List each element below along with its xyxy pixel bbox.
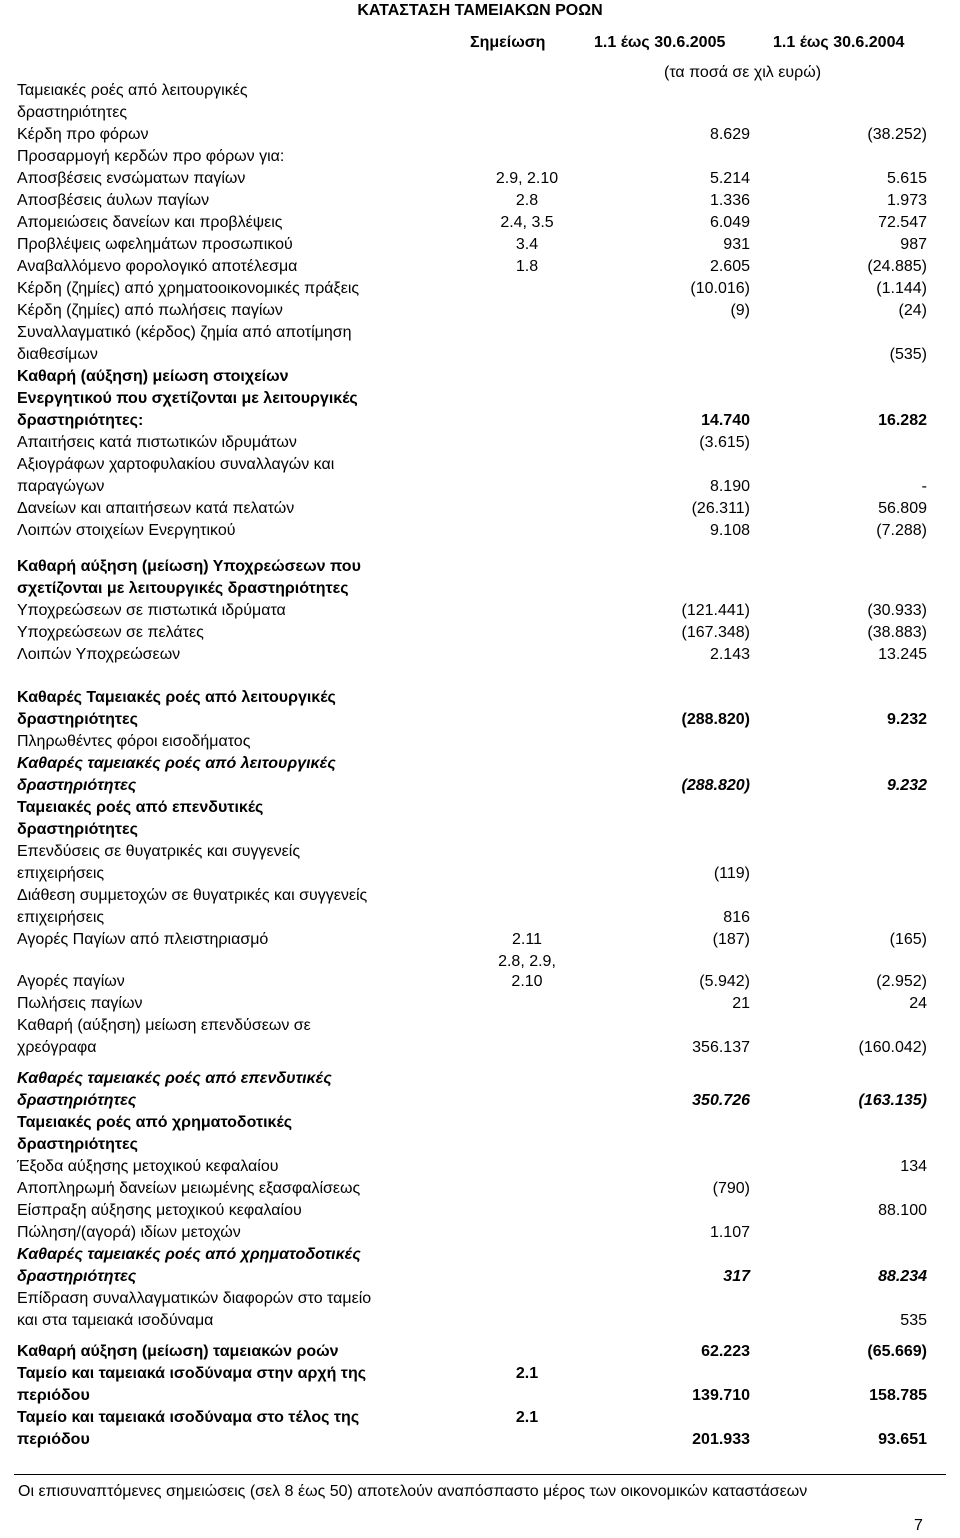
table-row [0, 797, 960, 819]
row-value-2005: 6.049 [709, 214, 750, 231]
row-label: Αναβαλλόμενο φορολογικό αποτέλεσμα [17, 258, 298, 275]
table-row [0, 753, 960, 775]
table-row [0, 709, 960, 731]
row-label: Αποπληρωμή δανείων μειωμένης εξασφαλίσεως [17, 1180, 361, 1197]
table-row [0, 731, 960, 753]
row-value-2004: 9.232 [886, 777, 927, 794]
table-row [0, 102, 960, 124]
row-value-2004: (535) [889, 346, 927, 363]
table-row [0, 168, 960, 190]
table-row [0, 1288, 960, 1310]
footer-divider [14, 1474, 946, 1475]
table-row [0, 907, 960, 929]
row-value-2004: 158.785 [869, 1387, 927, 1404]
table-row [0, 1385, 960, 1407]
row-label: Συναλλαγματικό (κέρδος) ζημία από αποτίμηση [17, 324, 352, 341]
table-row [0, 1112, 960, 1134]
table-row [0, 1068, 960, 1090]
row-value-2005: (9) [730, 302, 750, 319]
row-value-2005: 21 [732, 995, 750, 1012]
table-row [0, 578, 960, 600]
row-value-2004: (30.933) [867, 602, 927, 619]
table-row [0, 885, 960, 907]
row-label: χρεόγραφα [17, 1039, 97, 1056]
row-note: 2.1 [515, 1365, 539, 1382]
row-label: Κέρδη (ζημίες) από χρηματοοικονομικές πράξεις [17, 280, 360, 297]
row-value-2005: 62.223 [701, 1343, 750, 1360]
row-note: 2.8, 2.9, [498, 953, 556, 970]
row-value-2005: 350.726 [692, 1092, 750, 1109]
row-note: 2.9, 2.10 [495, 170, 559, 187]
row-value-2004: 1.973 [886, 192, 927, 209]
row-label: Καθαρές Ταμειακές ροές από λειτουργικές [17, 689, 336, 706]
row-value-2005: 139.710 [692, 1387, 750, 1404]
row-label: Καθαρή αύξηση (μείωση) ταμειακών ροών [17, 1343, 339, 1360]
table-row [0, 146, 960, 168]
row-value-2005: (3.615) [699, 434, 750, 451]
row-label: Καθαρή (αύξηση) μείωση στοιχείων [17, 368, 289, 385]
row-note: 3.4 [515, 236, 539, 253]
table-row [0, 476, 960, 498]
row-label: Υποχρεώσεων σε πελάτες [17, 624, 204, 641]
row-value-2004: (38.252) [867, 126, 927, 143]
row-label: δραστηριότητες [17, 1136, 138, 1153]
table-row [0, 278, 960, 300]
row-value-2005: (167.348) [681, 624, 750, 641]
currency-unit-note: (τα ποσά σε χιλ ευρώ) [664, 64, 822, 81]
table-row [0, 366, 960, 388]
row-label: Δανείων και απαιτήσεων κατά πελατών [17, 500, 295, 517]
row-label: Καθαρή αύξηση (μείωση) Υποχρεώσεων που [17, 558, 361, 575]
table-row [0, 410, 960, 432]
row-label: Πώληση/(αγορά) ιδίων μετοχών [17, 1224, 241, 1241]
row-value-2004: (1.144) [876, 280, 927, 297]
row-label: Λοιπών Υποχρεώσεων [17, 646, 181, 663]
table-row [0, 322, 960, 344]
table-row [0, 1363, 960, 1385]
table-row [0, 819, 960, 841]
table-row [0, 556, 960, 578]
row-label: Υποχρεώσεων σε πιστωτικά ιδρύματα [17, 602, 286, 619]
table-row [0, 863, 960, 885]
row-label: Προσαρμογή κερδών προ φόρων για: [17, 148, 285, 165]
row-value-2005: 201.933 [692, 1431, 750, 1448]
table-row [0, 432, 960, 454]
row-value-2004: 16.282 [878, 412, 927, 429]
table-row [0, 1015, 960, 1037]
row-label: δραστηριότητες [17, 104, 128, 121]
row-label: Αξιογράφων χαρτοφυλακίου συναλλαγών και [17, 456, 335, 473]
row-value-2005: 8.190 [709, 478, 750, 495]
row-label: Αποσβέσεις ενσώματων παγίων [17, 170, 246, 187]
table-row [0, 600, 960, 622]
row-value-2005: 5.214 [709, 170, 750, 187]
row-label: Πληρωθέντες φόροι εισοδήματος [17, 733, 251, 750]
row-label: Ταμείο και ταμειακά ισοδύναμα στο τέλος της [17, 1409, 360, 1426]
table-row [0, 1178, 960, 1200]
table-row [0, 1310, 960, 1332]
row-label: περιόδου [17, 1387, 90, 1404]
table-row [0, 951, 960, 973]
row-value-2005: 356.137 [692, 1039, 750, 1056]
row-label: Ενεργητικού που σχετίζονται με λειτουργικές [17, 390, 358, 407]
table-row [0, 1407, 960, 1429]
row-value-2005: 1.336 [709, 192, 750, 209]
row-note: 2.10 [511, 973, 543, 990]
table-row [0, 644, 960, 666]
table-row [0, 190, 960, 212]
row-value-2004: 9.232 [886, 711, 927, 728]
row-label: Ταμειακές ροές από χρηματοδοτικές [17, 1114, 293, 1131]
table-row [0, 841, 960, 863]
row-value-2004: - [921, 478, 927, 495]
row-label: Καθαρές ταμειακές ροές από επενδυτικές [17, 1070, 332, 1087]
row-label: σχετίζονται με λειτουργικές δραστηριότητες [17, 580, 349, 597]
row-note: 2.8 [515, 192, 539, 209]
row-value-2005: (187) [712, 931, 750, 948]
row-label: Ταμειακές ροές από λειτουργικές [17, 82, 248, 99]
table-row [0, 520, 960, 542]
row-label: δραστηριότητες [17, 1092, 137, 1109]
row-value-2005: (5.942) [699, 973, 750, 990]
row-value-2004: 134 [900, 1158, 927, 1175]
row-value-2005: (119) [713, 865, 750, 882]
row-label: Είσπραξη αύξησης μετοχικού κεφαλαίου [17, 1202, 302, 1219]
row-value-2004: 13.245 [878, 646, 927, 663]
row-label: Αγορές Παγίων από πλειστηριασμό [17, 931, 269, 948]
row-label: Επενδύσεις σε θυγατρικές και συγγενείς [17, 843, 301, 860]
row-value-2005: 317 [723, 1268, 750, 1285]
row-label: Κέρδη προ φόρων [17, 126, 149, 143]
table-row [0, 1429, 960, 1451]
table-row [0, 124, 960, 146]
row-value-2005: 931 [723, 236, 750, 253]
row-value-2005: 1.107 [709, 1224, 750, 1241]
table-row [0, 993, 960, 1015]
row-label: Ταμείο και ταμειακά ισοδύναμα στην αρχή της [17, 1365, 367, 1382]
table-row [0, 1266, 960, 1288]
row-label: Επίδραση συναλλαγματικών διαφορών στο ταμείο [17, 1290, 372, 1307]
table-row [0, 454, 960, 476]
row-value-2004: 5.615 [886, 170, 927, 187]
row-value-2004: (24) [898, 302, 927, 319]
row-label: Απομειώσεις δανείων και προβλέψεις [17, 214, 283, 231]
row-value-2004: 535 [900, 1312, 927, 1329]
row-label: Καθαρή (αύξηση) μείωση επενδύσεων σε [17, 1017, 311, 1034]
row-label: δραστηριότητες [17, 821, 138, 838]
row-note: 1.8 [515, 258, 539, 275]
row-value-2004: 72.547 [878, 214, 927, 231]
row-label: Απαιτήσεις κατά πιστωτικών ιδρυμάτων [17, 434, 297, 451]
row-label: επιχειρήσεις [17, 865, 105, 882]
table-row [0, 971, 960, 993]
row-value-2005: (121.441) [681, 602, 750, 619]
row-note: 2.11 [512, 931, 542, 948]
table-row [0, 1341, 960, 1363]
table-row [0, 1200, 960, 1222]
row-value-2004: (24.885) [867, 258, 927, 275]
row-value-2004: 88.100 [878, 1202, 927, 1219]
row-value-2004: 56.809 [878, 500, 927, 517]
row-value-2004: (7.288) [876, 522, 927, 539]
row-label: Λοιπών στοιχείων Ενεργητικού [17, 522, 236, 539]
row-value-2005: (288.820) [681, 711, 750, 728]
row-value-2005: 816 [723, 909, 750, 926]
table-row [0, 212, 960, 234]
row-value-2005: 14.740 [701, 412, 750, 429]
row-label: διαθεσίμων [17, 346, 98, 363]
row-value-2004: (38.883) [867, 624, 927, 641]
row-value-2004: 88.234 [878, 1268, 927, 1285]
document-title: ΚΑΤΑΣΤΑΣΗ ΤΑΜΕΙΑΚΩΝ ΡΟΩΝ [357, 2, 603, 19]
row-value-2005: 2.605 [709, 258, 750, 275]
table-row [0, 256, 960, 278]
table-row [0, 1134, 960, 1156]
row-label: παραγώγων [17, 478, 105, 495]
table-row [0, 622, 960, 644]
row-label: δραστηριότητες: [17, 412, 144, 429]
table-row [0, 1244, 960, 1266]
table-row [0, 388, 960, 410]
row-label: επιχειρήσεις [17, 909, 105, 926]
footnote: Οι επισυναπτόμενες σημειώσεις (σελ 8 έως 50) αποτελούν αναπόσπαστο μέρος των οικονομικών καταστάσεων [18, 1483, 808, 1500]
table-row [0, 775, 960, 797]
row-value-2004: 987 [900, 236, 927, 253]
row-note: 2.4, 3.5 [500, 214, 554, 231]
row-label: περιόδου [17, 1431, 90, 1448]
row-label: Κέρδη (ζημίες) από πωλήσεις παγίων [17, 302, 283, 319]
table-row [0, 1156, 960, 1178]
row-label: Διάθεση συμμετοχών σε θυγατρικές και συγγενείς [17, 887, 368, 904]
header-period-2004: 1.1 έως 30.6.2004 [773, 34, 905, 51]
row-value-2005: (26.311) [691, 500, 750, 517]
table-row [0, 687, 960, 709]
header-period-2005: 1.1 έως 30.6.2005 [594, 34, 726, 51]
table-row [0, 234, 960, 256]
row-value-2005: 9.108 [709, 522, 750, 539]
row-label: Καθαρές ταμειακές ροές από χρηματοδοτικές [17, 1246, 361, 1263]
row-value-2004: (163.135) [858, 1092, 927, 1109]
row-value-2004: (65.669) [867, 1343, 927, 1360]
row-value-2004: (2.952) [876, 973, 927, 990]
row-value-2005: 8.629 [709, 126, 750, 143]
row-label: Αποσβέσεις άυλων παγίων [17, 192, 210, 209]
row-label: δραστηριότητες [17, 1268, 137, 1285]
row-value-2005: (790) [712, 1180, 750, 1197]
row-label: Έξοδα αύξησης μετοχικού κεφαλαίου [17, 1158, 279, 1175]
row-label: Καθαρές ταμειακές ροές από λειτουργικές [17, 755, 336, 772]
row-label: Προβλέψεις ωφελημάτων προσωπικού [17, 236, 293, 253]
table-row [0, 80, 960, 102]
row-label: δραστηριότητες [17, 711, 138, 728]
row-value-2004: (160.042) [858, 1039, 927, 1056]
row-value-2004: 24 [909, 995, 927, 1012]
row-label: Αγορές παγίων [17, 973, 125, 990]
table-row [0, 1222, 960, 1244]
table-row [0, 929, 960, 951]
row-value-2005: (288.820) [681, 777, 750, 794]
row-value-2004: 93.651 [878, 1431, 927, 1448]
row-label: Πωλήσεις παγίων [17, 995, 143, 1012]
table-row [0, 1037, 960, 1059]
header-note: Σημείωση [470, 34, 546, 51]
row-value-2005: 2.143 [709, 646, 750, 663]
table-row [0, 498, 960, 520]
table-row [0, 300, 960, 322]
row-value-2004: (165) [889, 931, 927, 948]
table-row [0, 1090, 960, 1112]
table-row [0, 344, 960, 366]
row-label: και στα ταμειακά ισοδύναμα [17, 1312, 214, 1329]
page-number: 7 [914, 1517, 923, 1534]
row-value-2005: (10.016) [690, 280, 750, 297]
row-label: δραστηριότητες [17, 777, 137, 794]
row-note: 2.1 [515, 1409, 539, 1426]
row-label: Ταμειακές ροές από επενδυτικές [17, 799, 264, 816]
